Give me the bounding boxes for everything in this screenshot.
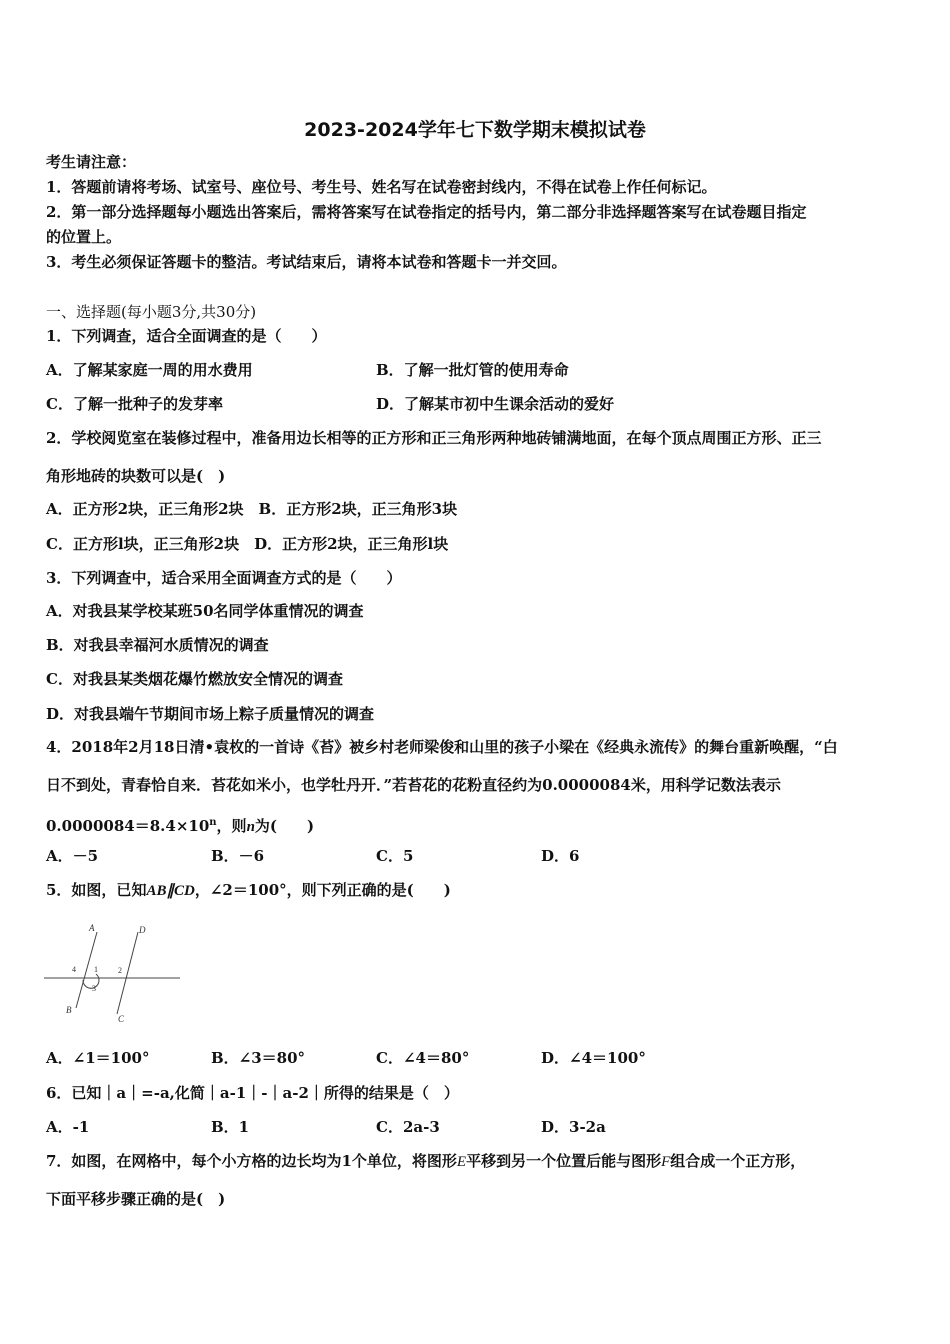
label-b: B xyxy=(66,1005,72,1015)
page-title: 2023-2024学年七下数学期末模拟试卷 xyxy=(304,119,646,141)
question-5-stem xyxy=(46,881,451,900)
q4-option-b: B．－6 xyxy=(211,847,265,865)
q3-option-c: C．对我县某类烟花爆竹燃放安全情况的调查 xyxy=(46,670,343,688)
question-1-stem: 1．下列调查，适合全面调查的是（ ） xyxy=(46,327,327,345)
figure-f: F xyxy=(661,1154,671,1170)
q4-option-c: C．5 xyxy=(376,847,414,865)
notice-item: 1．答题前请将考场、试室号、座位号、考生号、姓名写在试卷密封线内，不得在试卷上作任何标记。 xyxy=(46,178,717,196)
q7-stem-pre: 7．如图，在网格中，每个小方格的边长均为1个单位，将图形 xyxy=(46,1152,457,1170)
q6-option-b: B．1 xyxy=(211,1118,250,1136)
formula-exponent: n xyxy=(209,817,217,828)
notice-item: 3．考生必须保证答题卡的整洁。考试结束后，请将本试卷和答题卡一并交回。 xyxy=(46,253,567,271)
question-6-stem: 6．已知｜a｜=-a,化简｜a-1｜-｜a-2｜所得的结果是（ ） xyxy=(46,1084,459,1102)
q6-option-d: D．3-2a xyxy=(541,1118,606,1136)
label-d: D xyxy=(139,925,146,935)
q1-option-c: C．了解一批种子的发芽率 xyxy=(46,395,223,413)
q5-option-a: A．∠1＝100° xyxy=(46,1049,150,1067)
q5-stem-pre: 5．如图，已知 xyxy=(46,881,147,899)
q3-option-d: D．对我县端午节期间市场上粽子质量情况的调查 xyxy=(46,705,375,723)
notice-item: 2．第一部分选择题每小题选出答案后，需将答案写在试卷指定的括号内，第二部分非选择题答案写在试卷题目指定 xyxy=(46,203,807,221)
q7-stem-post: 组合成一个正方形， xyxy=(670,1152,806,1170)
q5-option-d: D．∠4＝100° xyxy=(541,1049,646,1067)
question-4-stem-cont: 日不到处，青春恰自来．苔花如米小，也学牡丹开．”若苔花的花粉直径约为0.0000084米，用科学记数法表示 xyxy=(46,776,781,794)
parallel-lines-figure xyxy=(40,918,185,1028)
formula-base: 0.0000084＝8.4×10 xyxy=(46,817,210,835)
question-4-stem: 4．2018年2月18日清•袁枚的一首诗《苔》被乡村老师梁俊和山里的孩子小梁在《经典永流传》的舞台重新唤醒，“白 xyxy=(46,738,838,756)
q6-option-c: C．2a-3 xyxy=(376,1118,440,1136)
section-heading: 一、选择题(每小题3分,共30分) xyxy=(46,303,257,321)
q4-option-d: D．6 xyxy=(541,847,580,865)
q6-option-a: A．-1 xyxy=(46,1118,90,1136)
q5-option-b: B．∠3＝80° xyxy=(211,1049,306,1067)
formula-text: ，则 xyxy=(216,817,247,835)
question-2-stem-cont: 角形地砖的块数可以是( ) xyxy=(46,467,226,485)
label-1: 1 xyxy=(94,965,98,974)
q5-option-c: C．∠4＝80° xyxy=(376,1049,470,1067)
q2-options-cd: C．正方形l块，正三角形2块 D．正方形2块，正三角形l块 xyxy=(46,535,449,553)
q1-option-b: B．了解一批灯管的使用寿命 xyxy=(376,361,569,379)
q7-stem-mid: 平移到另一个位置后能与图形 xyxy=(466,1152,662,1170)
q4-option-a: A．－5 xyxy=(46,847,99,865)
label-a: A xyxy=(89,923,95,933)
label-2: 2 xyxy=(118,966,122,975)
q5-math: AB∥CD xyxy=(146,883,195,899)
question-4-formula xyxy=(46,814,314,836)
label-4: 4 xyxy=(72,965,76,974)
q3-option-b: B．对我县幸福河水质情况的调查 xyxy=(46,636,269,654)
question-7-stem-cont: 下面平移步骤正确的是( ) xyxy=(46,1190,226,1208)
q1-option-a: A．了解某家庭一周的用水费用 xyxy=(46,361,253,379)
q1-option-d: D．了解某市初中生课余活动的爱好 xyxy=(376,395,615,413)
formula-text-end: 为( ) xyxy=(254,817,315,835)
q3-option-a: A．对我县某学校某班50名同学体重情况的调查 xyxy=(46,602,364,620)
angle-arc xyxy=(83,974,99,988)
question-2-stem: 2．学校阅览室在装修过程中，准备用边长相等的正方形和正三角形两种地砖铺满地面，在每个顶点周围正方形、正三 xyxy=(46,429,822,447)
q2-options-ab: A．正方形2块，正三角形2块 B．正方形2块，正三角形3块 xyxy=(46,500,458,518)
question-7-stem xyxy=(46,1152,805,1171)
q5-stem-post: ，∠2＝100°，则下列正确的是( ) xyxy=(194,881,451,899)
label-3: 3 xyxy=(92,984,96,993)
variable-n: n xyxy=(246,819,255,835)
question-3-stem: 3．下列调查中，适合采用全面调查方式的是（ ） xyxy=(46,569,402,587)
figure-e: E xyxy=(456,1154,467,1170)
notice-item: 的位置上。 xyxy=(46,228,122,246)
label-c: C xyxy=(118,1014,125,1024)
notice-heading: 考生请注意： xyxy=(46,153,137,171)
